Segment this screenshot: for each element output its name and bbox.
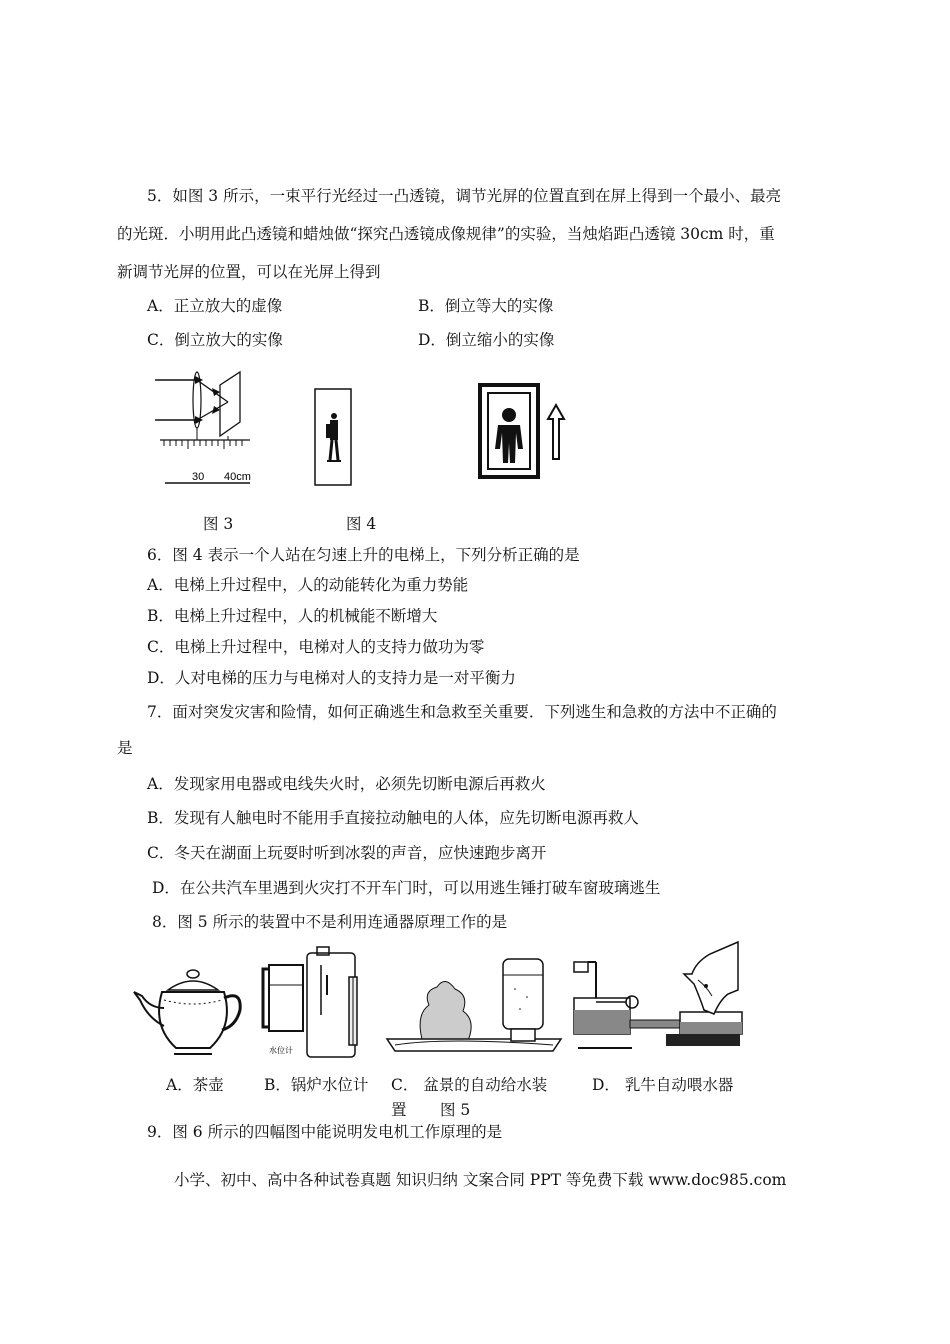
q5-option-b: B．倒立等大的实像 <box>418 297 554 315</box>
q7-line-2: 是 <box>117 739 133 757</box>
footer-text: 小学、初中、高中各种试卷真题 知识归纳 文案合同 PPT 等免费下载 www.doc985.com <box>174 1171 787 1189</box>
boiler-water-gauge-figure <box>255 945 370 1060</box>
q8-option-d: D． 乳牛自动喂水器 <box>592 1076 734 1094</box>
water-gauge-label: 水位计 <box>269 1046 293 1055</box>
cow-waterer-figure <box>570 940 745 1055</box>
teapot-figure <box>130 968 245 1058</box>
q5-line-2: 的光斑．小明用此凸透镜和蜡烛做“探究凸透镜成像规律”的实验，当烛焰距凸透镜 30cm 时，重 <box>117 225 775 243</box>
q5-option-d: D．倒立缩小的实像 <box>418 331 555 349</box>
q7-option-c: C．冬天在湖面上玩耍时听到冰裂的声音，应快速跑步离开 <box>147 844 547 862</box>
figure-5-caption: 图 5 <box>440 1101 471 1119</box>
q6-stem: 6．图 4 表示一个人站在匀速上升的电梯上，下列分析正确的是 <box>147 546 580 564</box>
q5-line-3: 新调节光屏的位置，可以在光屏上得到 <box>117 263 381 281</box>
q5-option-c: C．倒立放大的实像 <box>147 331 283 349</box>
q7-option-b: B．发现有人触电时不能用手直接拉动触电的人体，应先切断电源再救人 <box>147 809 639 827</box>
q8-option-c-continued: 置 <box>391 1101 407 1119</box>
figure-3-caption: 图 3 <box>203 515 234 533</box>
q8-option-a: A．茶壶 <box>166 1076 224 1094</box>
q8-stem: 8．图 5 所示的装置中不是利用连通器原理工作的是 <box>152 913 508 931</box>
q8-option-c: C． 盆景的自动给水装 <box>391 1076 548 1094</box>
q6-option-d: D．人对电梯的压力与电梯对人的支持力是一对平衡力 <box>147 669 516 687</box>
q9-stem: 9．图 6 所示的四幅图中能说明发电机工作原理的是 <box>147 1123 503 1141</box>
q5-line-1: 5．如图 3 所示，一束平行光经过一凸透镜，调节光屏的位置直到在屏上得到一个最小、最亮 <box>147 187 782 205</box>
figure-3-lens-diagram <box>150 370 260 490</box>
q6-option-b: B．电梯上升过程中，人的机械能不断增大 <box>147 607 438 625</box>
q7-line-1: 7．面对突发灾害和险情，如何正确逃生和急救至关重要．下列逃生和急救的方法中不正确的 <box>147 703 777 721</box>
q6-option-c: C．电梯上升过程中，电梯对人的支持力做功为零 <box>147 638 485 656</box>
figure-4-person-elevator-small <box>314 388 354 488</box>
q7-option-d: D．在公共汽车里遇到火灾打不开车门时，可以用逃生锤打破车窗玻璃逃生 <box>152 879 661 897</box>
q8-option-b: B．锅炉水位计 <box>264 1076 369 1094</box>
figure-4-caption: 图 4 <box>346 515 377 533</box>
fig3-tick-40: 40cm <box>224 471 251 483</box>
figure-4-elevator-arrow <box>478 383 568 483</box>
q5-option-a: A．正立放大的虚像 <box>147 297 283 315</box>
fig3-tick-30: 30 <box>192 471 205 483</box>
bonsai-water-supply-figure <box>385 955 565 1055</box>
q7-option-a: A．发现家用电器或电线失火时，必须先切断电源后再救火 <box>147 775 546 793</box>
q6-option-a: A．电梯上升过程中，人的动能转化为重力势能 <box>147 576 469 594</box>
